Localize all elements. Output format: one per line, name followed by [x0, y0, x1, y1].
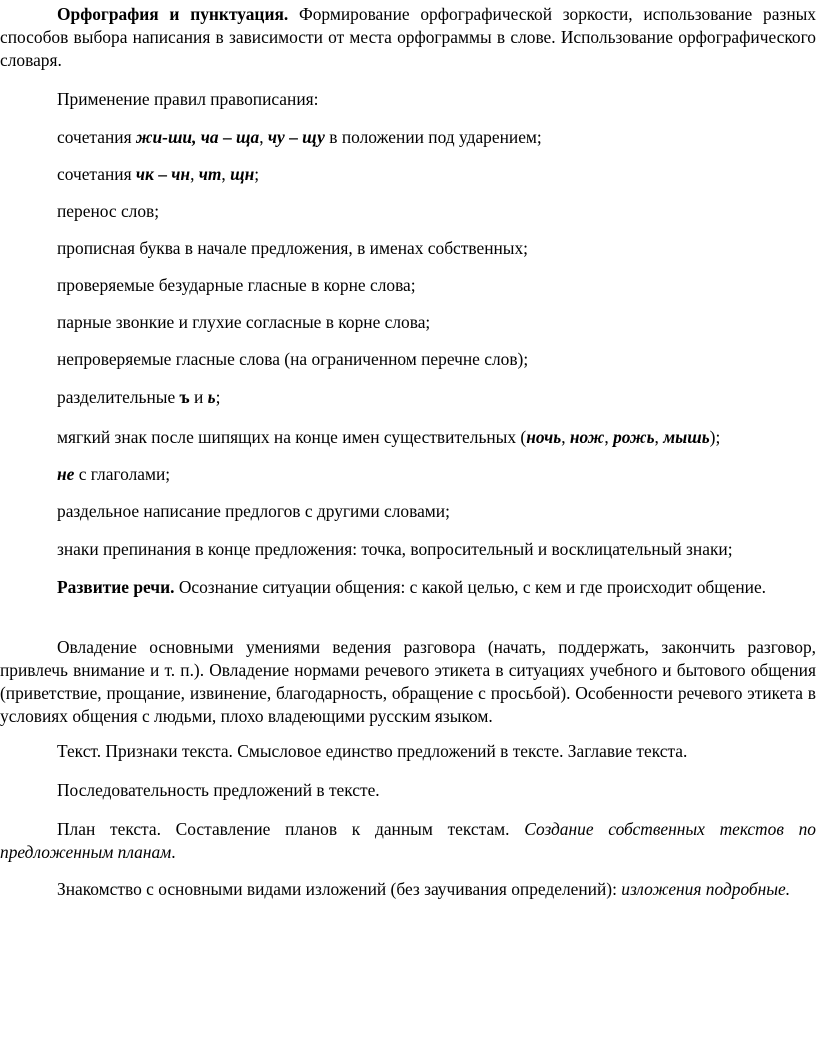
- speech-expositions-paragraph: [0, 878, 816, 901]
- rule-separator: –: [218, 127, 237, 147]
- rule-term: чк: [135, 164, 154, 184]
- rule-text: в положении под ударением;: [324, 127, 542, 147]
- rule-term: чн: [171, 164, 191, 184]
- rule-separator: ,: [259, 127, 268, 147]
- rule-unstressed-vowels: проверяемые безударные гласные в корне слова;: [57, 275, 416, 295]
- rule-unverifiable-vowels: непроверяемые гласные слова (на ограниченном перечне слов);: [57, 349, 529, 369]
- rule-term: щу: [302, 127, 325, 147]
- rule-hyphenation: перенос слов;: [57, 201, 160, 221]
- rule-term: не: [57, 464, 75, 484]
- speech-text-plan-paragraph: [0, 818, 816, 864]
- paragraph-text: Знакомство с основными видами изложений (без заучивания определений):: [57, 879, 622, 899]
- rule-term: ночь: [526, 427, 562, 447]
- rule-term: мышь: [663, 427, 710, 447]
- rule-chk-chn: [57, 163, 816, 186]
- rule-term: чу: [267, 127, 285, 147]
- rule-text: разделительные: [57, 387, 180, 407]
- rule-zhi-shi: [57, 126, 816, 149]
- spelling-heading: Орфография и пунктуация.: [57, 4, 289, 24]
- rule-text: мягкий знак после шипящих на конце имен существительных (: [57, 427, 527, 447]
- rule-term: ъ: [179, 387, 190, 407]
- rule-term: нож: [569, 427, 605, 447]
- rule-term: щн: [230, 164, 255, 184]
- rule-paired-consonants: парные звонкие и глухие согласные в корне слова;: [57, 312, 431, 332]
- rule-capital-letter: прописная буква в начале предложения, в именах собственных;: [57, 238, 529, 258]
- rule-separator: ,: [221, 164, 231, 184]
- rule-text: с глаголами;: [74, 464, 171, 484]
- spelling-intro-text: Формирование орфографической зоркости, использование разных способов выбора написания в зависимости от места орфограммы в слове. Использование орфографического словаря.: [0, 4, 816, 70]
- paragraph-text: План текста. Составление планов к данным текстам.: [57, 819, 525, 839]
- rule-punctuation: знаки препинания в конце предложения: точка, вопросительный и восклицательный знаки;: [57, 539, 733, 559]
- rule-term: ь: [207, 387, 216, 407]
- speech-intro-paragraph: [0, 576, 816, 599]
- rule-text: сочетания: [57, 164, 136, 184]
- rule-text: );: [709, 427, 721, 447]
- rule-separator: ,: [604, 427, 614, 447]
- rules-intro: Применение правил правописания:: [57, 89, 319, 109]
- speech-sentence-order-paragraph: Последовательность предложений в тексте.: [57, 780, 380, 800]
- rule-separator: ,: [561, 427, 570, 447]
- speech-intro-text: Осознание ситуации общения: с какой целью, с кем и где происходит общение.: [174, 577, 767, 597]
- speech-conversation-paragraph: Овладение основными умениями ведения разговора (начать, поддержать, закончить разговор, привлечь внимание и т. п.). Овладение нормами речевого этикета в ситуациях учебного и бытового общения (приветствие, прощание, извинение, благодарность, обращение с просьбой). Особенности речевого этикета в условиях общения с людьми, плохо владеющими русским языком.: [0, 637, 816, 726]
- rule-separator: ,: [654, 427, 664, 447]
- rule-text: ;: [254, 164, 260, 184]
- speech-heading: Развитие речи.: [57, 577, 175, 597]
- rule-prepositions: раздельное написание предлогов с другими словами;: [57, 501, 450, 521]
- rule-term: рожь: [613, 427, 655, 447]
- rule-separator: –: [153, 164, 172, 184]
- paragraph-italic-text: изложения подробные.: [621, 879, 791, 899]
- rule-term: жи-ши, ча: [135, 127, 219, 147]
- rule-text: ;: [215, 387, 221, 407]
- rule-term: ща: [236, 127, 260, 147]
- speech-text-signs-paragraph: Текст. Признаки текста. Смысловое единство предложений в тексте. Заглавие текста.: [57, 741, 688, 761]
- rule-text: и: [189, 387, 208, 407]
- rule-term: чт: [198, 164, 222, 184]
- spelling-intro-paragraph: [0, 3, 816, 72]
- rule-separator: ,: [190, 164, 199, 184]
- rule-ne-with-verbs: [57, 463, 816, 486]
- paragraph-text: .: [171, 842, 176, 862]
- rule-separator: –: [284, 127, 303, 147]
- rule-soft-sign: [57, 426, 816, 449]
- rule-text: сочетания: [57, 127, 136, 147]
- paragraph-italic-text: Создание собственных текстов по предложенным планам: [0, 819, 816, 862]
- rule-separating-signs: [57, 386, 816, 409]
